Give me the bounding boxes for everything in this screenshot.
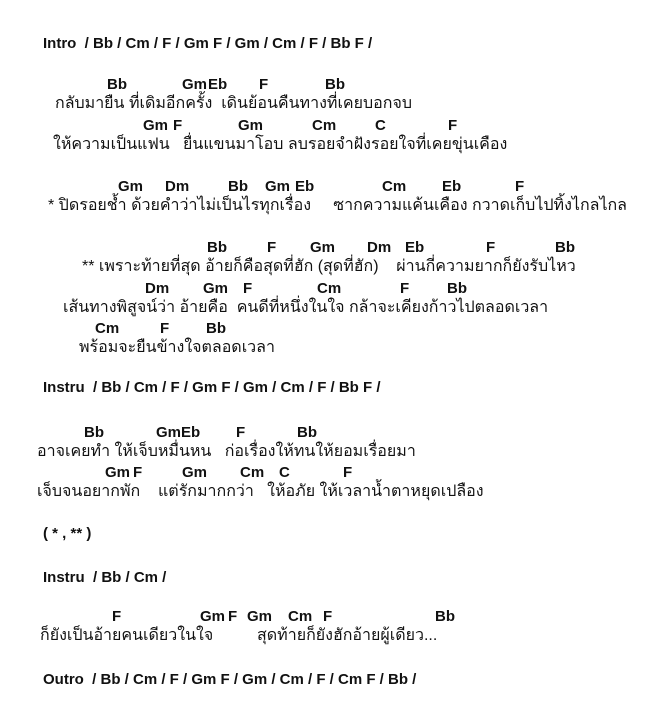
chord: F <box>160 320 170 337</box>
chord: Cm <box>95 320 120 337</box>
lyric-row <box>0 337 670 359</box>
lyric-segment: เส้นทางพิสูจน์ว่า อ้ายคือ คนดีที่หนึ่งในใจ กล้าจะเคียงก้าวไปตลอดเวลา <box>63 299 549 316</box>
chord: Bb <box>297 424 317 441</box>
chord: Cm <box>382 178 407 195</box>
chord: Bb <box>435 608 455 625</box>
chord: F <box>236 424 246 441</box>
chord: F <box>343 464 353 481</box>
chord: Bb <box>228 178 248 195</box>
lyric-row <box>0 256 670 278</box>
chord: F <box>448 117 458 134</box>
chord: Bb <box>447 280 467 297</box>
chord: C <box>279 464 290 481</box>
chord: Gm <box>156 424 182 441</box>
lyric-segment: กลับมายืน ที่เดิมอีกครั้ง เดินย้อนคืนทางที่เคยบอกจบ <box>55 95 412 112</box>
lyric-row <box>0 297 670 319</box>
chord: Eb <box>181 424 201 441</box>
chord: F <box>400 280 410 297</box>
chord: C <box>375 117 386 134</box>
lyric-segment: อาจเคยทำ ให้เจ็บหมื่นหน ก่อเรื่องให้ทนให้ยอมเรื่อยมา <box>37 443 416 460</box>
lyric-segment: ให้ความเป็นแฟน ยื่นแขนมาโอบ ลบรอยจำฝังรอยใจที่เคยขุ่นเคือง <box>53 136 508 153</box>
lyric-segment: เจ็บจนอยากพัก แต่รักมากกว่า ให้อภัย ให้เวลาน้ำตาหยุดเปลือง <box>37 483 484 500</box>
chord: F <box>515 178 525 195</box>
chord: Gm <box>182 76 208 93</box>
chord: Bb <box>107 76 127 93</box>
chord: Cm <box>240 464 265 481</box>
chord: Gm <box>203 280 229 297</box>
chord: F <box>133 464 143 481</box>
chord: F <box>228 608 238 625</box>
chord: Cm <box>312 117 337 134</box>
chord: F <box>323 608 333 625</box>
lyric-segment: พร้อมจะยืนข้างใจตลอดเวลา <box>79 339 275 356</box>
chord: Eb <box>208 76 228 93</box>
chord: F <box>259 76 269 93</box>
chord: Cm <box>288 608 313 625</box>
lyric-segment: สุดท้ายก็ยังฮักอ้ายผู้เดียว... <box>257 627 438 644</box>
chord: Eb <box>442 178 462 195</box>
chord: Dm <box>367 239 392 256</box>
lyric-row <box>0 195 670 217</box>
chord: F <box>112 608 122 625</box>
chord: F <box>486 239 496 256</box>
lyric-row <box>0 134 670 156</box>
section-label-line <box>0 672 670 694</box>
section-label-line <box>0 570 670 592</box>
chord: F <box>267 239 277 256</box>
section-label: ( * , ** ) <box>43 525 92 542</box>
lyric-row <box>0 625 670 647</box>
lyric-row <box>0 93 670 115</box>
chord: Gm <box>105 464 131 481</box>
chord: Gm <box>182 464 208 481</box>
chord: Gm <box>247 608 273 625</box>
section-label: Intro / Bb / Cm / F / Gm F / Gm / Cm / F / Bb F / <box>43 35 373 52</box>
lyric-row <box>0 441 670 463</box>
section-label: Outro / Bb / Cm / F / Gm F / Gm / Cm / F / Cm F / Bb / <box>43 671 417 688</box>
chord: Dm <box>145 280 170 297</box>
lyric-segment: ก็ยังเป็นอ้ายคนเดียวในใจ <box>40 627 214 644</box>
chord: F <box>243 280 253 297</box>
chord: Bb <box>555 239 575 256</box>
section-label: Instru / Bb / Cm / <box>43 569 167 586</box>
chord: Gm <box>238 117 264 134</box>
chord: Gm <box>310 239 336 256</box>
chord: Bb <box>207 239 227 256</box>
lyric-segment: ** เพราะท้ายที่สุด อ้ายก็คือสุดที่ฮัก (สุดที่ฮัก) ผ่านกี่ความยากก็ยังรับไหว <box>82 258 576 275</box>
chord: Cm <box>317 280 342 297</box>
section-label: Instru / Bb / Cm / F / Gm F / Gm / Cm / F / Bb F / <box>43 379 381 396</box>
chord: Eb <box>405 239 425 256</box>
lyric-row <box>0 481 670 503</box>
chord: F <box>173 117 183 134</box>
chord: Bb <box>206 320 226 337</box>
chord: Bb <box>84 424 104 441</box>
chord: Eb <box>295 178 315 195</box>
chord: Gm <box>143 117 169 134</box>
chord: Gm <box>200 608 226 625</box>
chord: Bb <box>325 76 345 93</box>
chord: Dm <box>165 178 190 195</box>
chord: Gm <box>118 178 144 195</box>
chord: Gm <box>265 178 291 195</box>
section-label-line <box>0 380 670 402</box>
section-label-line <box>0 36 670 58</box>
lyric-segment: * ปิดรอยช้ำ ด้วยคำว่าไม่เป็นไรทุกเรื่อง ซากความแค้นเคือง กวาดเก็บไปทิ้งไกลไกล <box>48 197 627 214</box>
section-label-line <box>0 526 670 548</box>
